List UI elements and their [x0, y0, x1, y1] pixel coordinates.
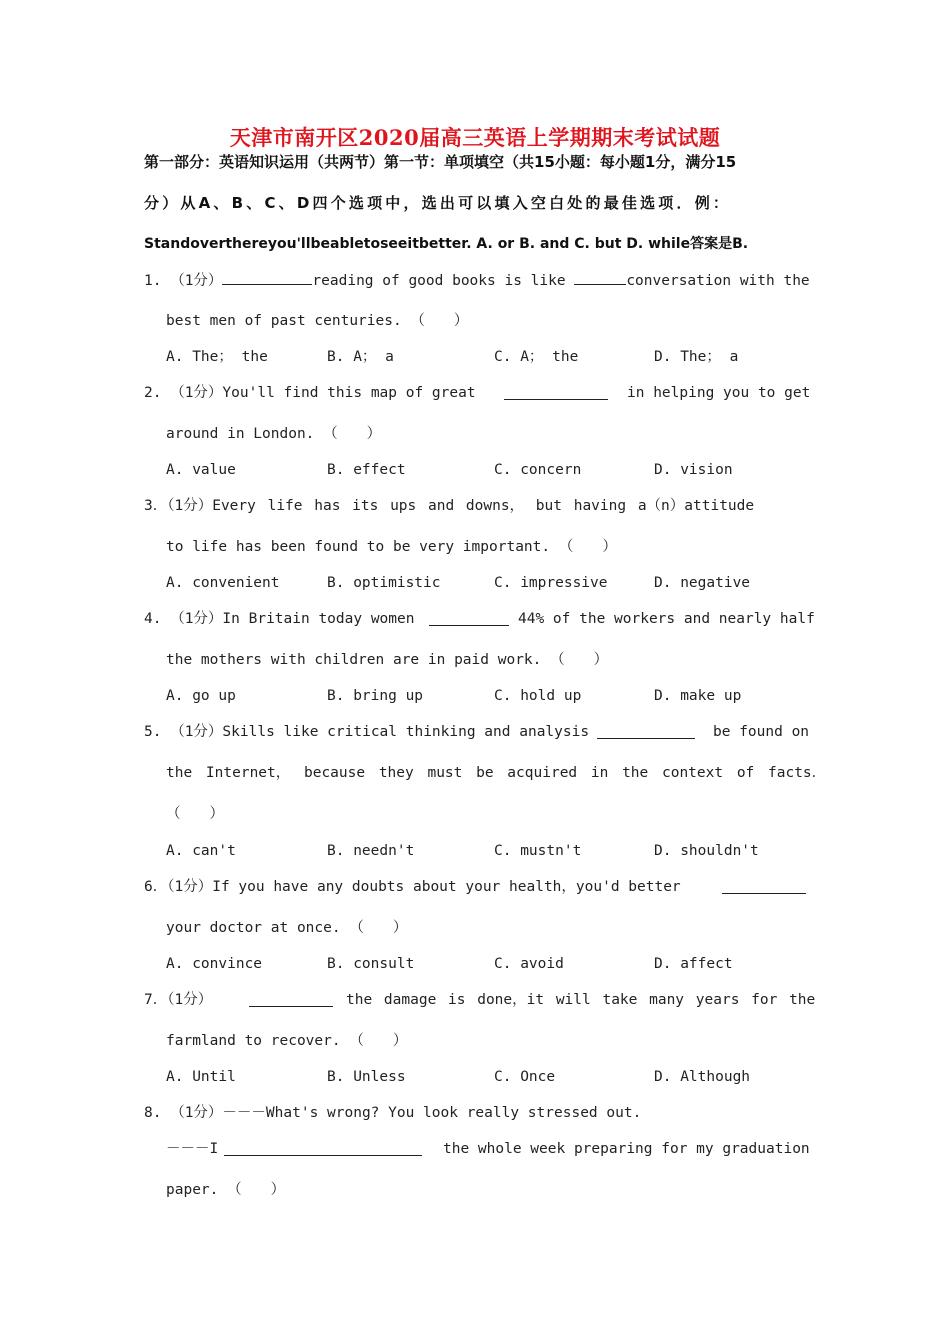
question-1-option-c[interactable]: C. A； the	[494, 349, 579, 365]
question-3-line-2: to life has been found to be very important. （ ）	[166, 539, 617, 555]
question-3-option-a[interactable]: A. convenient	[166, 575, 280, 591]
question-2-text-a: 2. （1分）You'll find this map of great	[144, 385, 476, 401]
question-2-option-c[interactable]: C. concern	[494, 462, 582, 478]
question-4-text-a: 4. （1分）In Britain today women	[144, 611, 415, 627]
question-6-option-d[interactable]: D. affect	[654, 956, 733, 972]
question-8-text-b: the whole week preparing for my graduation	[443, 1141, 810, 1157]
question-8-line-3: paper. （ ）	[166, 1182, 286, 1198]
question-2-option-a[interactable]: A. value	[166, 462, 236, 478]
question-4-text-b: 44% of the workers and nearly half	[518, 611, 815, 627]
question-7-option-c[interactable]: C. Once	[494, 1069, 556, 1085]
question-6-blank	[722, 879, 806, 894]
question-1-blank-2	[574, 270, 626, 285]
question-4-option-c[interactable]: C. hold up	[494, 688, 582, 704]
question-6-option-b[interactable]: B. consult	[327, 956, 415, 972]
question-1-line-2: best men of past centuries. （ ）	[166, 313, 469, 329]
intro-line-1: 第一部分：英语知识运用（共两节）第一节：单项填空（共15小题：每小题1分，满分15	[144, 153, 737, 171]
document-title: 天津市南开区2020届高三英语上学期期末考试试题	[229, 125, 721, 150]
intro-line-3: Standoverthereyou'llbeabletoseeitbetter. A. or B. and C. but D. while答案是B.	[144, 236, 749, 252]
question-3-option-c[interactable]: C. impressive	[494, 575, 608, 591]
question-7-blank	[249, 992, 333, 1007]
question-1-blank-1	[222, 270, 312, 285]
question-5-text-a: 5. （1分）Skills like critical thinking and analysis	[144, 724, 590, 740]
question-7-option-a[interactable]: A. Until	[166, 1069, 236, 1085]
question-7-option-d[interactable]: D. Although	[654, 1069, 751, 1085]
intro-line-2: 分）从A、B、C、D四个选项中，选出可以填入空白处的最佳选项．例：	[144, 194, 732, 212]
question-4-blank	[429, 611, 509, 626]
question-6-option-c[interactable]: C. avoid	[494, 956, 564, 972]
question-4-option-b[interactable]: B. bring up	[327, 688, 424, 704]
question-6-line-2: your doctor at once. （ ）	[166, 920, 408, 936]
question-1-line-1	[144, 270, 810, 291]
question-1-text-a: reading of good books is like	[312, 273, 566, 289]
question-5-option-c[interactable]: C. mustn't	[494, 843, 582, 859]
question-4-option-d[interactable]: D. make up	[654, 688, 742, 704]
question-7-line-2: farmland to recover. （ ）	[166, 1033, 408, 1049]
question-5-text-b: be found on	[713, 724, 810, 740]
question-5-line-3: （ ）	[166, 806, 224, 822]
question-3-option-b[interactable]: B. optimistic	[327, 575, 441, 591]
question-2-option-b[interactable]: B. effect	[327, 462, 406, 478]
question-5-line-2: the Internet， because they must be acquired in the context of facts．	[166, 765, 827, 781]
question-1-option-d[interactable]: D. The； a	[654, 349, 739, 365]
question-3-option-d[interactable]: D. negative	[654, 575, 751, 591]
question-2-option-d[interactable]: D. vision	[654, 462, 733, 478]
question-1-number: 1. （1分）	[144, 273, 223, 289]
question-1-option-a[interactable]: A. The； the	[166, 349, 268, 365]
question-2-blank	[504, 385, 608, 400]
question-7-number: 7．（1分）	[144, 992, 213, 1008]
question-3-line-1: 3．（1分）Every life has its ups and downs， but having a（n）attitude	[144, 498, 755, 514]
question-2-line-2: around in London. （ ）	[166, 426, 382, 442]
question-7-option-b[interactable]: B. Unless	[327, 1069, 406, 1085]
question-1-option-b[interactable]: B. A； a	[327, 349, 394, 365]
question-1-text-b: conversation with the	[626, 273, 810, 289]
question-2-text-b: in helping you to get	[627, 385, 811, 401]
question-6-option-a[interactable]: A. convince	[166, 956, 263, 972]
question-4-option-a[interactable]: A. go up	[166, 688, 236, 704]
question-5-option-a[interactable]: A. can't	[166, 843, 236, 859]
question-4-line-2: the mothers with children are in paid work. （ ）	[166, 652, 609, 668]
question-8-blank	[224, 1141, 422, 1156]
question-6-text-a: 6．（1分）If you have any doubts about your health，you'd better	[144, 879, 681, 895]
question-7-text-b: the damage is done，it will take many years for the	[346, 992, 816, 1008]
question-2-line-1	[144, 383, 476, 403]
question-8-dialogue-start: －－－I	[166, 1141, 219, 1157]
question-5-option-d[interactable]: D. shouldn't	[654, 843, 759, 859]
question-5-blank	[597, 724, 695, 739]
question-8-line-1: 8. （1分）－－－What's wrong? You look really stressed out.	[144, 1105, 642, 1121]
question-5-option-b[interactable]: B. needn't	[327, 843, 415, 859]
